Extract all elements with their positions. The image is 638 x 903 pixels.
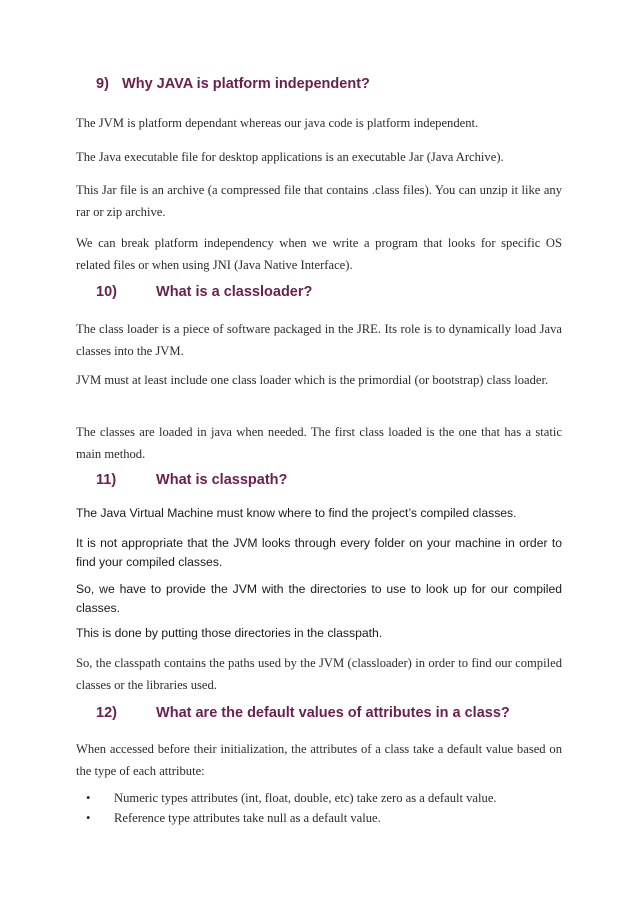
section-heading-10 (96, 284, 312, 300)
section-number: 9) (96, 76, 109, 92)
section-number: 12) (96, 705, 117, 721)
section-number: 10) (96, 284, 117, 300)
paragraph: This is done by putting those directories in the classpath. (76, 626, 383, 640)
paragraph: The JVM is platform dependant whereas our java code is platform independent. (76, 116, 479, 130)
paragraph: The classes are loaded in java when needed. The first class loaded is the one that has a static main method. (76, 425, 562, 461)
section-title: Why JAVA is platform independent? (122, 76, 370, 92)
section-heading-12 (96, 705, 510, 721)
paragraph: So, the classpath contains the paths used by the JVM (classloader) in order to find our compiled classes or the libraries used. (76, 656, 562, 692)
paragraph: JVM must at least include one class loader which is the primordial (or bootstrap) class loader. (76, 373, 549, 387)
section-title: What are the default values of attributes in a class? (156, 705, 510, 721)
bullet-icon: • (86, 811, 91, 825)
paragraph: When accessed before their initialization, the attributes of a class take a default value based on the type of each attribute: (76, 742, 562, 778)
list-item (76, 808, 562, 828)
bullet-icon: • (86, 791, 91, 805)
list-item-text: Numeric types attributes (int, float, double, etc) take zero as a default value. (114, 791, 497, 805)
paragraph: It is not appropriate that the JVM looks through every folder on your machine in order to find your compiled classes. (76, 536, 562, 569)
section-title: What is a classloader? (156, 284, 313, 300)
section-number: 11) (96, 472, 117, 488)
section-title: What is classpath? (156, 472, 288, 488)
paragraph: We can break platform independency when we write a program that looks for specific OS related files or when using JNI (Java Native Interface). (76, 236, 562, 272)
list-item-text: Reference type attributes take null as a default value. (114, 811, 381, 825)
paragraph: So, we have to provide the JVM with the directories to use to look up for our compiled classes. (76, 582, 562, 615)
paragraph: This Jar file is an archive (a compressed file that contains .class files). You can unzip it like any rar or zip archive. (76, 183, 562, 219)
section-heading-11 (96, 472, 287, 488)
paragraph: The Java executable file for desktop applications is an executable Jar (Java Archive). (76, 150, 504, 164)
paragraph: The class loader is a piece of software packaged in the JRE. Its role is to dynamically load Java classes into the JVM. (76, 322, 562, 358)
bullet-list (76, 788, 562, 828)
section-heading-9 (96, 76, 370, 92)
paragraph: The Java Virtual Machine must know where to find the project’s compiled classes. (76, 506, 517, 520)
list-item (76, 788, 562, 808)
